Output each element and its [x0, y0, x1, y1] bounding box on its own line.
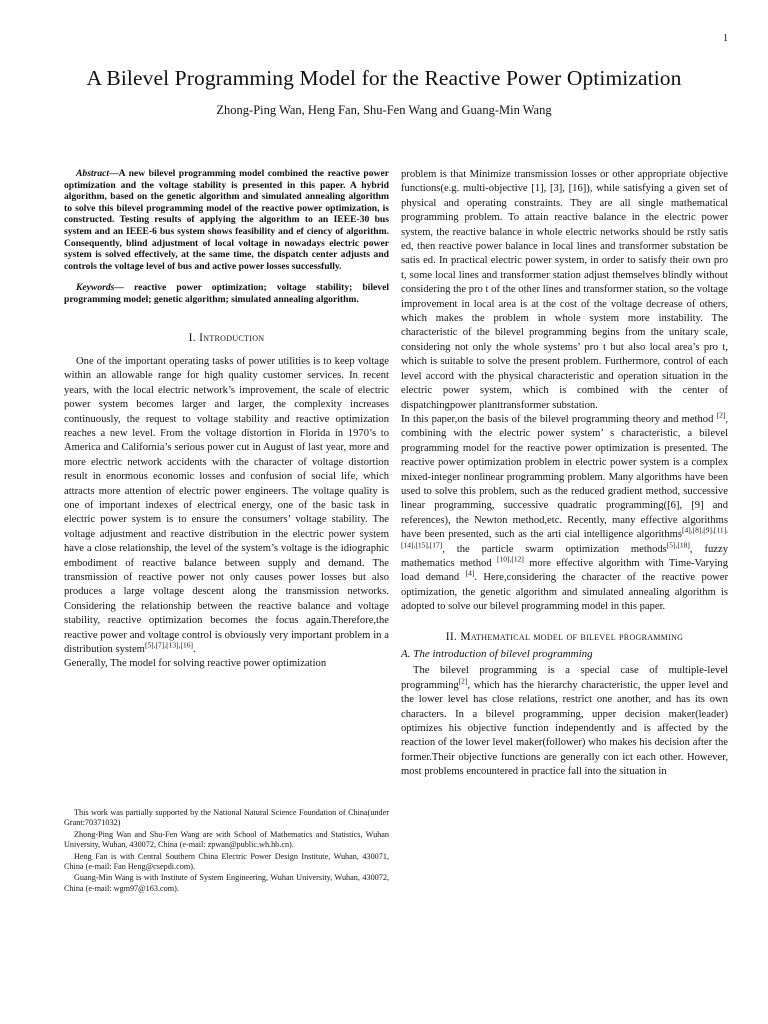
- abstract: [64, 168, 389, 272]
- right-column: [401, 168, 728, 780]
- abstract-text: —A new bilevel programming model combined the reactive power optimization and the voltage stability is presented in this paper. A hybrid algorithm, based on the genetic algorithm and simulated annealing algorithm to solve this bilevel programming model of the reactive power optimization, is constructed. Testing results of applying the algorithm to an IEEE-30 bus system and an IEEE-6 bus system shows feasibility and ef ciency of algorithm. Consequently, blind adjustment of local voltage in nowadays electric power system is solved effectively, at the same time, the dispatch center adjusts and controls the voltage level of bus and active power losses successfully.: [64, 168, 389, 272]
- paragraph-text: , the particle swarm optimization methods: [442, 543, 667, 555]
- citation: [10],[12]: [496, 554, 524, 564]
- footnote-author: Guang-Min Wang is with Institute of System Engineering, Wuhan University, Wuhan, 430072, China (e-mail: wgm97@163.com).: [64, 873, 389, 893]
- keywords-label: Keywords: [76, 282, 115, 294]
- page-number: 1: [723, 33, 728, 44]
- section-1-heading: [64, 331, 389, 345]
- section-2-paragraph-1: [401, 664, 728, 779]
- section-2-number: II.: [445, 630, 458, 643]
- keywords-text: — reactive power optimization; voltage stability; bilevel programming model; genetic algorithm; simulated annealing algorithm.: [64, 282, 389, 305]
- footnote-author: Zhong-Ping Wan and Shu-Fen Wang are with School of Mathematics and Statistics, Wuhan University, Wuhan, 430072, China (e-mail: zpwan@public.wh.hb.cn).: [64, 829, 389, 850]
- subsection-a-heading: A. The introduction of bilevel programming: [401, 648, 593, 660]
- citation: [2]: [458, 676, 468, 686]
- intro-paragraph-3: [401, 410, 728, 615]
- paragraph-text: more effective algorithm with Time-Varying load demand: [401, 557, 728, 584]
- paragraph-text: In this paper,on the basis of the bilevel programming theory and method: [401, 413, 717, 425]
- section-1-number: I.: [188, 331, 196, 344]
- paragraph-text: , combining with the electric power system’ s characteristic, a bilevel programming model for the reactive power optimization is presented. The reactive power optimization problem in electric power system is a complex mixed-integer nonlinear programming problem. Many algorithms have been used to solve this problem, such as the reduced gradient method, successive linear programming, successive quadratic programming([6], [9] and references), the Newton method,etc. Recently, many effective algorithms have been presented, such as the arti cial intelligence algorithms: [401, 413, 728, 541]
- intro-paragraph-1-text: One of the important operating tasks of power utilities is to keep voltage within an allowable range for high quality customer services. In recent years, with the local electric network’s improvement, the scale of electric power system becomes larger and larger, the complexity increases continuously, the request to voltage stability and reactive optimization reaches a new level. From the voltage distortion in Florida in 1970’s to America and California’s serious power cut in August of last year, more and more electric network accidents with the character of voltage distortion result in enormous economic losses and confusion of social life, which attracts more attention of electric power engineers. The voltage quality is one of important indexes of electrical energy, one of the basic task in electric power system is to ensure the consumers’ voltage stability. The voltage adjustment and reactive distribution in the electric power system have a close relationship, the level of the system’s voltage is the idiographic embodiment of reactive balance between supply and demand. The transmission of reactive power not only causes power losses but also produces a large voltage descent along the transmission networks. Considering the relationship between the reactive balance and voltage stability, reactive optimization becomes the focus again.Therefore,the reactive power and voltage control is obviously very important problem in a distribution system: [64, 355, 389, 656]
- author-list: Zhong-Ping Wan, Heng Fan, Shu-Fen Wang and Guang-Min Wang: [216, 103, 552, 117]
- intro-continued-paragraph: problem is that Minimize transmission losses or other appropriate objective functions(e.g. multi-objective [1], [3], [16]), while satisfying a given set of physical and operating constraints. They are all single mathematical programming problem. To attain reactive balance in the electric power system, the reactive balance in whole electric networks should be rstly satis ed, then reactive power balance in local lines and transformer substation be satis ed. In practical electric power system, in order to satisfy their own pro t, some local lines and transformer station adjust themselves blindly without considering the pro t of the other lines and transformer station, so the voltage improvement in local area is at the cost of the voltage decrease of others, which makes the problem in whole system more instability. The characteristic of the bilevel programming begins from the unitary scale, considering not only the whole systems’ pro t but also local area’s pro t, which is suitable to solve the present problem. Furthermore, control of each level accord with the physical characteristic and operation situation in the electric power system, which is combined with the center of dispatchingpower planttransformer substation.: [401, 169, 728, 411]
- keywords: [64, 282, 389, 305]
- intro-paragraph-2: Generally, The model for solving reactive power optimization: [64, 658, 327, 670]
- intro-paragraph-1: [64, 355, 389, 658]
- paragraph-text: , which has the hierarchy characteristic, the upper level and the lower level has close relations, restrict one another, and has its own characters. In a bilevel programming, upper decision maker(leader) optimizes his objective function independently and is affected by the reaction of the lower level maker(follower) who makes his decision after the former.Their objective functions are generally con ict each other. However, most problems encountered in practice fall into the situation in: [401, 679, 728, 778]
- citation: [5],[18]: [666, 540, 690, 550]
- citation: [5],[7],[13],[16]: [144, 640, 194, 650]
- paper-title: A Bilevel Programming Model for the Reactive Power Optimization: [86, 66, 682, 90]
- paragraph-text: The bilevel programming is a special case of multiple-level programming: [401, 665, 728, 691]
- paragraph-text: , fuzzy mathematics method: [401, 543, 728, 569]
- section-2-title: Mathematical model of bilevel programming: [460, 630, 684, 643]
- footnote-funding: This work was partially supported by the National Natural Science Foundation of China(under Grant:70371032): [64, 808, 389, 828]
- citation: [4],[8],[9],[11],[14],[15],[17]: [401, 525, 728, 550]
- citation: [4]: [465, 568, 475, 578]
- paragraph-text: . Here,considering the character of the reactive power optimization, the genetic algorithm and simulated annealing algorithm is adopted to solve our bilevel programming model in this paper.: [401, 572, 728, 613]
- footnotes: [64, 808, 389, 895]
- abstract-label: Abstract: [76, 168, 110, 179]
- left-column: [64, 168, 389, 672]
- section-2-heading: [401, 630, 728, 644]
- intro-paragraph-1-end: .: [193, 644, 196, 656]
- footnote-author: Heng Fan is with Central Southern China Electric Power Design Institute, Wuhan, 430071, China (e-mail: Fan Heng@csepdi.com).: [64, 851, 389, 872]
- section-1-title: Introduction: [199, 331, 265, 344]
- citation: [2]: [716, 410, 726, 420]
